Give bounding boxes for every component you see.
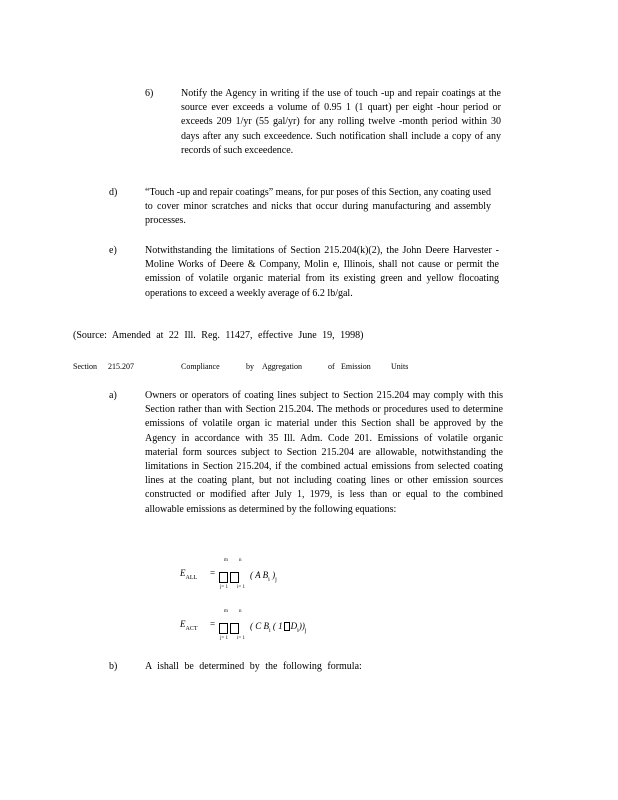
eq2-term: ( C $B_i$ ( 1 $D_i))_j$ <box>250 621 307 634</box>
eq1-upper-outer: m <box>224 558 228 563</box>
item-e-text: Notwithstanding the limitations of Section 215.204(k)(2), the John Deere Harvester -Moline Works of Deere & Company, Molin e, Illinois, shall not cause or permit the emission of volatile organic material from its existing green and yellow flocoating operations to exceed a weekly average of 6.2 lb/gal. <box>145 245 499 299</box>
eq2-equals: = <box>210 619 216 629</box>
equation-actual <box>180 609 350 643</box>
item-d-label: d) <box>109 187 118 198</box>
eq1-sum-symbols <box>219 568 241 586</box>
item-6-text: Notify the Agency in writing if the use of touch -up and repair coatings at the source ever exceeds a volume of 0.95 1 (1 quart) per eight -hour period or exceeds 209 1/yr (55 gal/yr) for any rolling twelve -month period within 30 days after any such exceedence. Such notification shall include a copy of any records of such exceedence. <box>181 88 501 156</box>
equation-allowable <box>180 558 340 592</box>
heading-word-compliance: Compliance <box>181 362 220 371</box>
section-heading <box>0 362 618 374</box>
heading-section-word: Section <box>73 362 97 371</box>
minus-box-icon <box>284 622 290 631</box>
summation-icon <box>219 572 228 583</box>
summation-icon <box>219 623 228 634</box>
eq1-lhs: $E_{ALL}$ <box>180 568 198 581</box>
eq1-lower-inner: i= 1 <box>237 585 245 590</box>
item-a-text: Owners or operators of coating lines subject to Section 215.204 may comply with this Section rather than with Section 215.204. The methods or procedures used to determine emissions of volatile organ ic material under this Section shall be approved by the Agency in accordance with 35 Ill. Adm. Code 201. Emissions of volatile organic material form sources subject to Section 215.204 are allowable, notwithstanding the limitations in Section 215.204, if the combined actual emissions from selected coating lines at the coating plant, but not including coating lines or other emission sources constructed or modified after July 1, 1979, is less than or equal to the combined allowable emissions as determined by the following equations: <box>145 390 503 515</box>
summation-icon <box>230 623 239 634</box>
eq1-equals: = <box>210 568 216 578</box>
heading-word-of: of <box>328 362 335 371</box>
item-6-label: 6) <box>145 88 154 99</box>
heading-word-units: Units <box>391 362 409 371</box>
item-b-label: b) <box>109 661 118 672</box>
eq1-lower-outer: j= 1 <box>220 585 228 590</box>
eq2-lower-inner: i= 1 <box>237 636 245 641</box>
eq2-sum-symbols <box>219 619 241 637</box>
source-note: (Source: Amended at 22 Ill. Reg. 11427, effective June 19, 1998) <box>73 330 364 341</box>
eq1-upper-inner: n <box>239 558 242 563</box>
eq2-lhs: $E_{ACT}$ <box>180 619 198 632</box>
eq2-lower-outer: j= 1 <box>220 636 228 641</box>
item-e-label: e) <box>109 245 117 256</box>
heading-word-emission: Emission <box>341 362 371 371</box>
heading-section-number: 215.207 <box>108 362 134 371</box>
item-b-text: A ishall be determined by the following formula: <box>145 661 362 672</box>
item-d-text: “Touch -up and repair coatings” means, for pur poses of this Section, any coating used to cover minor scratches and nicks that occur during manufacturing and assembly processes. <box>145 187 491 227</box>
eq2-upper-outer: m <box>224 609 228 614</box>
eq2-upper-inner: n <box>239 609 242 614</box>
heading-word-by: by <box>246 362 254 371</box>
eq1-term: ( A $B_i$ )$_j$ <box>250 570 277 583</box>
summation-icon <box>230 572 239 583</box>
item-a-label: a) <box>109 390 117 401</box>
heading-word-aggregation: Aggregation <box>262 362 302 371</box>
